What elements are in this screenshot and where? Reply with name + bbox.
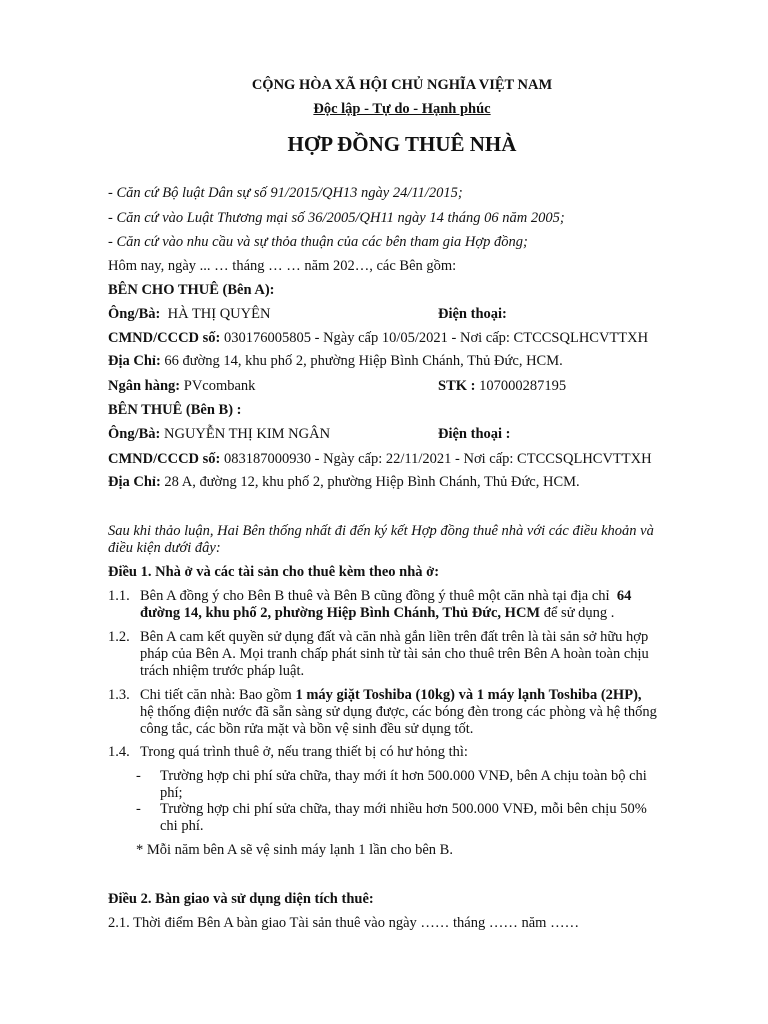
party-b-name: NGUYỄN THỊ KIM NGÂN	[164, 426, 331, 442]
bullet-item-1: - Trường hợp chi phí sửa chữa, thay mới ít hơn 500.000 VNĐ, bên A chịu toàn bộ chi	[136, 768, 647, 784]
party-b-id: 083187000930 - Ngày cấp: 22/11/2021 - Nơi cấp: CTCCSQLHCVTTXH	[224, 451, 652, 467]
party-a-heading: BÊN CHO THUÊ (Bên A):	[108, 282, 275, 298]
clause-number: 1.4.	[108, 744, 130, 760]
party-a-name-row	[108, 306, 270, 323]
party-a-phone-label: Điện thoại:	[438, 306, 507, 322]
id-label: CMND/CCCD số:	[108, 451, 221, 467]
party-b-address-row	[108, 474, 580, 491]
clause-number: 1.2.	[108, 629, 130, 645]
party-b-address: 28 A, đường 12, khu phố 2, phường Hiệp Bình Chánh, Thủ Đức, HCM.	[164, 474, 580, 490]
bank-label: Ngân hàng:	[108, 378, 181, 394]
account-label: STK :	[438, 378, 476, 394]
party-b-phone-label: Điện thoại :	[438, 426, 511, 442]
national-header: CỘNG HÒA XÃ HỘI CHỦ NGHĨA VIỆT NAM	[251, 77, 553, 93]
intro-line-2: điều kiện dưới đây:	[108, 540, 221, 556]
id-label: CMND/CCCD số:	[108, 330, 221, 346]
clause-1-3-line-3: công tắc, các bồn rửa mặt và bồn vệ sinh đều sử dụng tốt.	[140, 721, 474, 737]
address-label: Địa Chỉ:	[108, 353, 161, 369]
clause-1-4: 1.4. Trong quá trình thuê ở, nếu trang thiết bị có hư hỏng thì:	[108, 744, 468, 760]
address-label: Địa Chỉ:	[108, 474, 161, 490]
clause-1-1-line-1: 1.1. Bên A đồng ý cho Bên B thuê và Bên B cũng đồng ý thuê một căn nhà tại địa chỉ 64	[108, 588, 632, 604]
clause-2-1: 2.1. Thời điểm Bên A bàn giao Tài sản thuê vào ngày …… tháng …… năm ……	[108, 915, 580, 931]
clause-1-2-line-3: trách nhiệm trước pháp luật.	[140, 663, 305, 679]
bullet-item-1-cont: phí;	[160, 785, 183, 801]
name-label: Ông/Bà:	[108, 426, 161, 442]
bullet-item-2-cont: chi phí.	[160, 818, 204, 834]
intro-line-1: Sau khi thảo luận, Hai Bên thống nhất đi đến ký kết Hợp đồng thuê nhà với các điều khoản và	[108, 523, 654, 539]
clause-number: 1.1.	[108, 588, 130, 604]
bullet-item-2: - Trường hợp chi phí sửa chữa, thay mới nhiều hơn 500.000 VNĐ, mỗi bên chịu 50%	[136, 801, 647, 817]
party-a-address: 66 đường 14, khu phố 2, phường Hiệp Bình Chánh, Thủ Đức, HCM.	[164, 353, 563, 369]
clause-1-3-line-1: 1.3. Chi tiết căn nhà: Bao gồm 1 máy giặt Toshiba (10kg) và 1 máy lạnh Toshiba (2HP),	[108, 687, 642, 703]
clause-1-2-line-1: 1.2. Bên A cam kết quyền sử dụng đất và căn nhà gắn liền trên đất trên là tài sản sở hữu hợp	[108, 629, 649, 645]
contract-title: HỢP ĐỒNG THUÊ NHÀ	[287, 132, 517, 156]
clause-1-3-line-2: hệ thống điện nước đã sẵn sàng sử dụng được, các bóng đèn trong các phòng và hệ thống	[140, 704, 657, 720]
party-a-id: 030176005805 - Ngày cấp 10/05/2021 - Nơi cấp: CTCCSQLHCVTTXH	[224, 330, 649, 346]
party-a-account-row	[438, 378, 566, 395]
party-a-bank: PVcombank	[183, 378, 256, 394]
today-line: Hôm nay, ngày ... … tháng … … năm 202…, các Bên gồm:	[108, 258, 457, 274]
name-label: Ông/Bà:	[108, 306, 161, 322]
preamble-line-3: - Căn cứ vào nhu cầu và sự thỏa thuận của các bên tham gia Hợp đồng;	[108, 234, 528, 250]
bullet-marker: -	[136, 768, 141, 784]
party-a-address-row	[108, 353, 563, 370]
article-1-heading: Điều 1. Nhà ở và các tài sản cho thuê kèm theo nhà ở:	[108, 564, 440, 580]
party-b-name-row	[108, 426, 330, 443]
clause-1-2-line-2: pháp của Bên A. Mọi tranh chấp phát sinh từ tài sản cho thuê trên Bên A hoàn toàn chịu	[140, 646, 649, 662]
maintenance-note: * Mỗi năm bên A sẽ vệ sinh máy lạnh 1 lần cho bên B.	[136, 842, 453, 858]
party-a-name: HÀ THỊ QUYÊN	[167, 306, 271, 322]
party-a-bank-row	[108, 378, 255, 395]
article-2-heading: Điều 2. Bàn giao và sử dụng diện tích thuê:	[108, 891, 374, 907]
party-b-heading: BÊN THUÊ (Bên B) :	[108, 402, 242, 418]
preamble-line-2: - Căn cứ vào Luật Thương mại số 36/2005/QH11 ngày 14 tháng 06 năm 2005;	[108, 210, 565, 226]
motto: Độc lập - Tự do - Hạnh phúc	[313, 101, 491, 117]
party-b-id-row	[108, 451, 652, 468]
clause-number: 1.3.	[108, 687, 130, 703]
clause-1-1-line-2: đường 14, khu phố 2, phường Hiệp Bình Chánh, Thủ Đức, HCM để sử dụng .	[140, 605, 615, 621]
bullet-marker: -	[136, 801, 141, 817]
party-a-account: 107000287195	[479, 378, 567, 394]
party-a-id-row	[108, 330, 648, 347]
preamble-line-1: - Căn cứ Bộ luật Dân sự số 91/2015/QH13 ngày 24/11/2015;	[108, 185, 463, 201]
